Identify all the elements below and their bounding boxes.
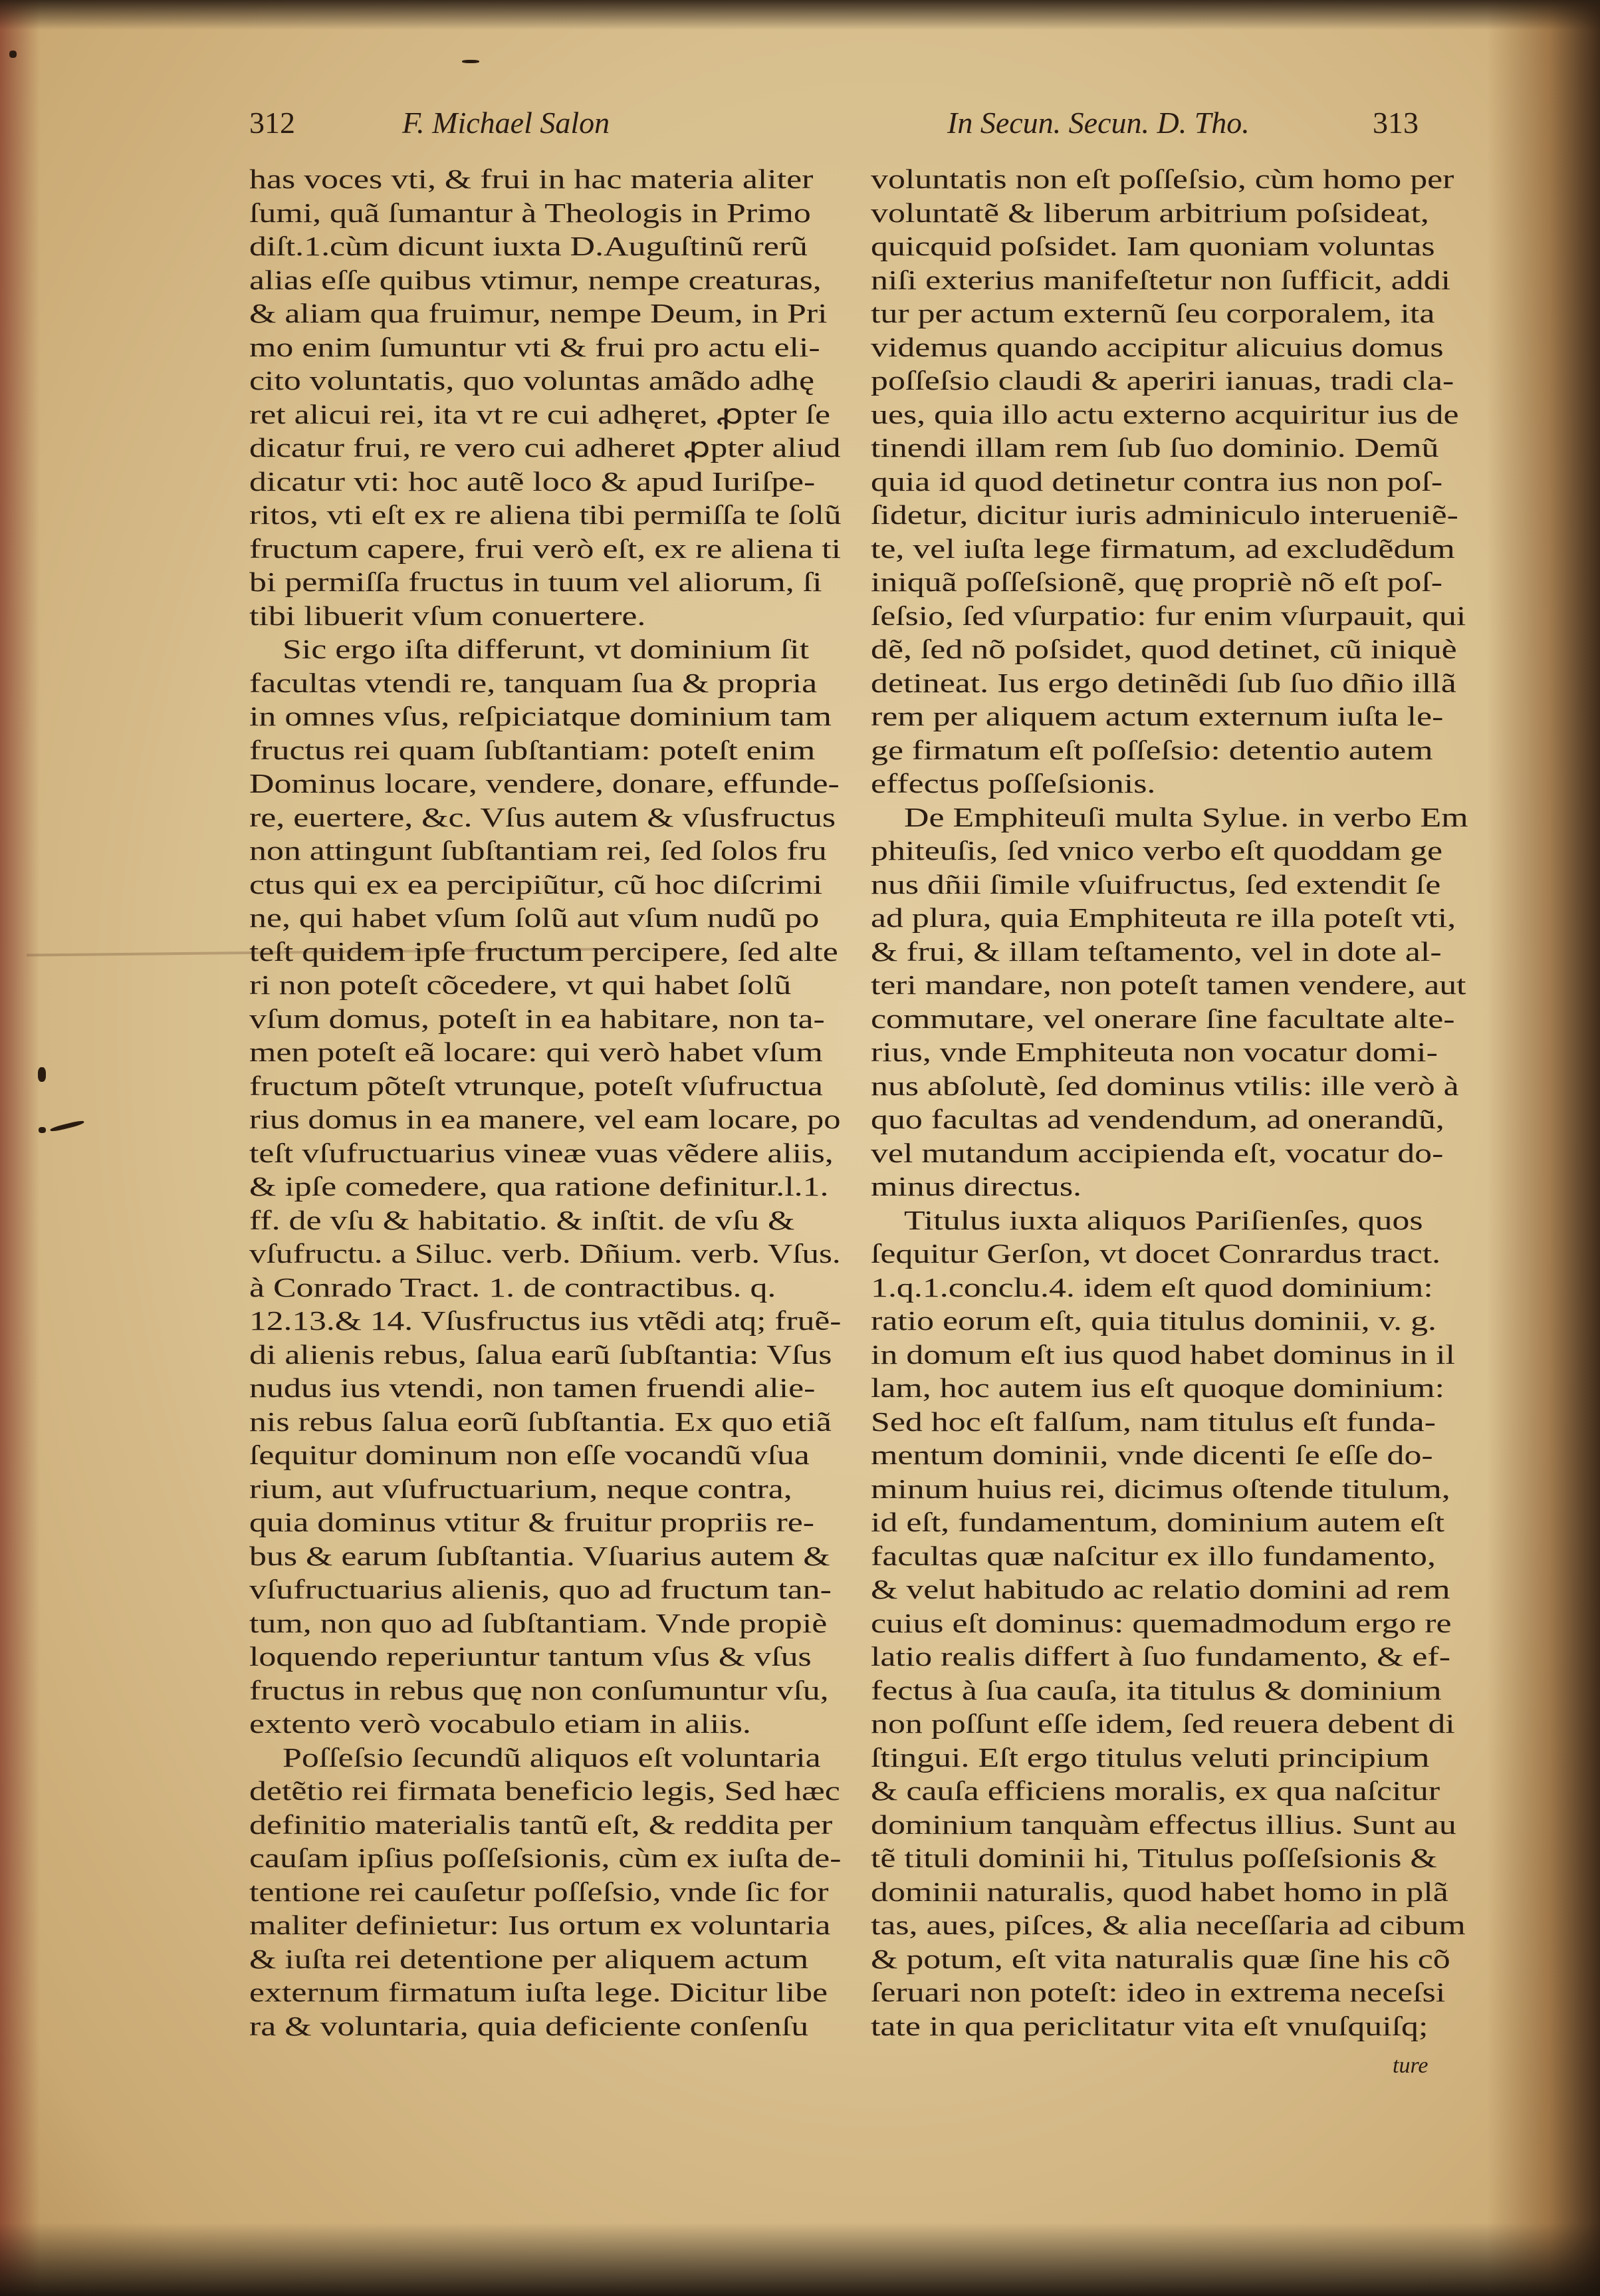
text-line: videmus quando accipitur alicuius domus: [871, 331, 1444, 362]
text-line: tẽ tituli dominii hi, Titulus poſſeſsionis &: [871, 1843, 1437, 1873]
text-line: & ipſe comedere, qua ratione definitur.l.1.: [249, 1171, 829, 1202]
text-line: ne, qui habet vſum ſolũ aut vſum nudũ po: [249, 902, 820, 933]
text-line: alias eſſe quibus vtimur, nempe creaturas,: [249, 264, 822, 295]
text-line: has voces vti, & frui in hac materia aliter: [249, 164, 814, 194]
text-line: à Conrado Tract. 1. de contractibus. q.: [249, 1271, 776, 1303]
text-line: & aliam qua fruimur, nempe Deum, in Pri: [249, 298, 828, 328]
text-line: fructum põteſt vtrunque, poteſt vſufructua: [249, 1070, 823, 1101]
text-column-right: [871, 162, 1466, 2043]
text-line: fructus rei quam ſubſtantiam: poteſt enim: [249, 734, 816, 765]
text-line: dominii naturalis, quod habet homo in plã: [871, 1876, 1448, 1907]
text-line: definitio materialis tantũ eſt, & reddita per: [249, 1809, 833, 1840]
text-line: quia dominus vtitur & fruitur propriis re-: [249, 1507, 815, 1537]
ink-blot: [38, 1067, 46, 1082]
text-line: diſt.1.cùm dicunt iuxta D.Auguſtinũ rerũ: [249, 231, 808, 261]
text-line: lam, hoc autem ius eſt quoque dominium:: [871, 1372, 1445, 1403]
page-number-left: 312: [249, 106, 295, 140]
text-line: di alienis rebus, ſalua earũ ſubſtantia: Vſus: [249, 1339, 832, 1370]
text-line: Sic ergo iſta differunt, vt dominium ſit: [283, 634, 809, 664]
text-line: ues, quia illo actu externo acquiritur ius de: [871, 398, 1459, 430]
text-line: ctus qui ex ea percipiũtur, cũ hoc diſcrimi: [249, 868, 823, 900]
text-line: tibi libuerit vſum conuertere.: [249, 600, 646, 631]
text-line: Titulus iuxta aliquos Pariſienſes, quos: [904, 1204, 1423, 1235]
text-line: cuius eſt dominus: quemadmodum ergo re: [871, 1607, 1452, 1638]
page-edge-top: [0, 0, 1600, 30]
text-line: rem per aliquem actum externum iuſta le-: [871, 701, 1444, 731]
text-line: bus & earum ſubſtantia. Vſuarius autem &: [249, 1540, 830, 1571]
text-line: non attingunt ſubſtantiam rei, ſed ſolos fru: [249, 835, 827, 866]
text-line: nus abſolutè, ſed dominus vtilis: ille verò à: [871, 1070, 1459, 1101]
text-line: dẽ, ſed nõ poſsidet, quod detinet, cũ iniquè: [871, 634, 1457, 664]
text-line: quo facultas ad vendendum, ad onerandũ,: [871, 1104, 1444, 1134]
text-line: effectus poſſeſsionis.: [871, 768, 1156, 799]
text-line: extento verò vocabulo etiam in aliis.: [249, 1708, 751, 1739]
text-line: men poteſt eã locare: qui verò habet vſum: [249, 1037, 823, 1067]
text-line: ad plura, quia Emphiteuta re illa poteſt vti,: [871, 902, 1456, 933]
text-line: rium, aut vſufructuarium, neque contra,: [249, 1473, 792, 1504]
text-line: latio realis differt à ſuo fundamento, & ef-: [871, 1641, 1450, 1672]
text-line: tum, non quo ad ſubſtantiam. Vnde propiè: [249, 1607, 828, 1638]
text-line: ſidetur, dicitur iuris adminiculo interueniẽ-: [871, 499, 1458, 530]
text-line: facultas quæ naſcitur ex illo fundamento,: [871, 1540, 1436, 1571]
text-line: niſi exterius manifeſtetur non ſufficit, addi: [871, 264, 1451, 295]
ink-blot: [9, 51, 17, 58]
catchword: ture: [1393, 2053, 1429, 2078]
text-line: detẽtio rei firmata beneficio legis, Sed hæc: [249, 1775, 840, 1806]
text-line: detineat. Ius ergo detinẽdi ſub ſuo dñio illã: [871, 667, 1456, 698]
text-line: Poſſeſsio ſecundũ aliquos eſt voluntaria: [283, 1741, 821, 1773]
text-line: ra & voluntaria, quia deficiente conſenſu: [249, 2010, 809, 2041]
text-line: vſufructu. a Siluc. verb. Dñium. verb. Vſus.: [249, 1238, 841, 1269]
text-line: externum firmatum iuſta lege. Dicitur libe: [249, 1977, 828, 2007]
text-line: ff. de vſu & habitatio. & inſtit. de vſu &: [249, 1204, 795, 1235]
text-line: ratio eorum eſt, quia titulus dominii, v. g.: [871, 1305, 1437, 1336]
text-line: ritos, vti eſt ex re aliena tibi permiſſa te ſolũ: [249, 499, 842, 530]
text-line: tinendi illam rem ſub ſuo dominio. Demũ: [871, 432, 1439, 463]
text-line: quicquid poſsidet. Iam quoniam voluntas: [871, 231, 1435, 261]
text-line: loquendo reperiuntur tantum vſus & vſus: [249, 1641, 812, 1672]
text-line: & frui, & illam teſtamento, vel in dote al-: [871, 936, 1442, 967]
text-line: mo enim ſumuntur vti & frui pro actu eli-: [249, 331, 820, 362]
text-line: bi permiſſa fructus in tuum vel aliorum, ſi: [249, 567, 822, 597]
text-line: in domum eſt ius quod habet dominus in il: [871, 1339, 1455, 1370]
text-line: dicatur vti: hoc autẽ loco & apud Iuriſpe-: [249, 465, 816, 497]
text-line: teſt quidem ipſe fructum percipere, ſed alte: [249, 936, 838, 967]
text-line: fructus in rebus quę non conſumuntur vſu,: [249, 1674, 829, 1706]
text-line: teri mandare, non poteſt tamen vendere, aut: [871, 969, 1466, 1000]
text-line: rius, vnde Emphiteuta non vocatur domi-: [871, 1037, 1438, 1067]
text-line: & iuſta rei detentione per aliquem actum: [249, 1943, 809, 1974]
text-line: re, euertere, &c. Vſus autem & vſusfructus: [249, 801, 836, 832]
text-line: vel mutandum accipienda eſt, vocatur do-: [871, 1137, 1444, 1168]
text-line: fectus à ſua cauſa, ita titulus & dominium: [871, 1674, 1442, 1706]
text-line: maliter definietur: Ius ortum ex voluntaria: [249, 1910, 831, 1940]
page-edge-stain-left: [0, 0, 40, 2296]
text-line: nudus ius vtendi, non tamen fruendi alie-: [249, 1372, 816, 1403]
text-line: dominium tanquàm effectus illius. Sunt au: [871, 1809, 1456, 1840]
text-line: Sed hoc eſt falſum, nam titulus eſt funda-: [871, 1406, 1436, 1437]
text-line: rius domus in ea manere, vel eam locare, po: [249, 1104, 841, 1134]
text-line: tur per actum externũ ſeu corporalem, ita: [871, 298, 1435, 328]
text-line: voluntatẽ & liberum arbitrium poſsideat,: [871, 197, 1429, 228]
text-line: vſufructuarius alienis, quo ad fructum tan-: [249, 1574, 832, 1604]
text-line: & velut habitudo ac relatio domini ad rem: [871, 1574, 1450, 1604]
text-line: 1.q.1.conclu.4. idem eſt quod dominium:: [871, 1271, 1433, 1303]
text-line: poſſeſsio claudi & aperiri ianuas, tradi cla-: [871, 365, 1454, 396]
text-line: 12.13.& 14. Vſusfructus ius vtẽdi atq; fruẽ-: [249, 1305, 842, 1336]
ink-dash: [462, 60, 479, 63]
text-line: ri non poteſt cõcedere, vt qui habet ſolũ: [249, 969, 792, 1000]
text-line: ſequitur dominum non eſſe vocandũ vſua: [249, 1440, 810, 1470]
text-line: ſtingui. Eſt ergo titulus veluti principium: [871, 1741, 1430, 1773]
text-line: in omnes vſus, reſpiciatque dominium tam: [249, 701, 832, 731]
text-line: tentione rei cauſetur poſſeſsio, vnde ſic for: [249, 1876, 829, 1907]
text-line: commutare, vel onerare ſine facultate alte-: [871, 1003, 1455, 1034]
text-line: minum huius rei, dicimus oſtende titulum,: [871, 1473, 1450, 1504]
page-edge-bottom: [0, 2223, 1600, 2296]
text-line: mentum dominii, vnde dicenti ſe eſſe do-: [871, 1440, 1433, 1470]
text-line: cauſam ipſius poſſeſsionis, cùm ex iuſta de-: [249, 1843, 842, 1873]
text-line: id eſt, fundamentum, dominium autem eſt: [871, 1507, 1444, 1537]
ink-dash: [50, 1120, 84, 1132]
text-line: ſumi, quã ſumantur à Theologis in Primo: [249, 197, 811, 228]
text-line: fructum capere, frui verò eſt, ex re aliena ti: [249, 533, 842, 564]
text-line: tas, aues, piſces, & alia neceſſaria ad cibum: [871, 1910, 1466, 1940]
text-line: cito voluntatis, quo voluntas amãdo adhę: [249, 365, 815, 396]
text-line: & cauſa efficiens moralis, ex qua naſcitur: [871, 1775, 1440, 1806]
text-line: ſeſsio, ſed vſurpatio: fur enim vſurpauit, qui: [871, 600, 1466, 631]
text-line: ge firmatum eſt poſſeſsio: detentio autem: [871, 734, 1433, 765]
text-line: De Emphiteuſi multa Sylue. in verbo Em: [904, 801, 1468, 832]
ink-blot: [39, 1127, 46, 1133]
text-line: voluntatis non eſt poſſeſsio, cùm homo per: [871, 164, 1454, 194]
running-title-left: F. Michael Salon: [402, 106, 610, 140]
text-line: tate in qua periclitatur vita eſt vnuſquiſq;: [871, 2010, 1429, 2041]
text-line: nus dñii ſimile vſuifructus, ſed extendit ſe: [871, 868, 1441, 900]
text-line: ret alicui rei, ita vt re cui adhęret, ꝓpter ſe: [249, 398, 831, 430]
text-line: Dominus locare, vendere, donare, effunde-: [249, 768, 840, 799]
text-line: nis rebus ſalua eorũ ſubſtantia. Ex quo etiã: [249, 1406, 832, 1437]
text-line: quia id quod detinetur contra ius non poſ-: [871, 465, 1443, 497]
page-number-right: 313: [1373, 106, 1419, 140]
text-line: minus directus.: [871, 1171, 1082, 1202]
text-column-left: [249, 162, 841, 2043]
text-line: phiteuſis, ſed vnico verbo eſt quoddam ge: [871, 835, 1443, 866]
running-head-right: [947, 100, 1466, 146]
text-line: & potum, eſt vita naturalis quæ ſine his cõ: [871, 1943, 1450, 1974]
text-line: dicatur frui, re vero cui adheret ꝓpter aliud: [249, 432, 841, 463]
text-line: facultas vtendi re, tanquam ſua & propria: [249, 667, 818, 698]
running-head-left: [249, 100, 848, 146]
text-line: ſequitur Gerſon, vt docet Conrardus tract.: [871, 1238, 1441, 1269]
running-title-right: In Secun. Secun. D. Tho.: [947, 106, 1250, 140]
text-line: vſum domus, poteſt in ea habitare, non ta-: [249, 1003, 825, 1034]
text-line: ſeruari non poteſt: ideo in extrema neceſsi: [871, 1977, 1446, 2007]
text-line: teſt vſufructuarius vineæ vuas vẽdere aliis,: [249, 1137, 834, 1168]
text-line: iniquã poſſeſsionẽ, quę propriè nõ eſt poſ-: [871, 567, 1443, 597]
text-line: te, vel iuſta lege firmatum, ad excludẽdum: [871, 533, 1455, 564]
text-line: non poſſunt eſſe idem, ſed reuera debent di: [871, 1708, 1455, 1739]
